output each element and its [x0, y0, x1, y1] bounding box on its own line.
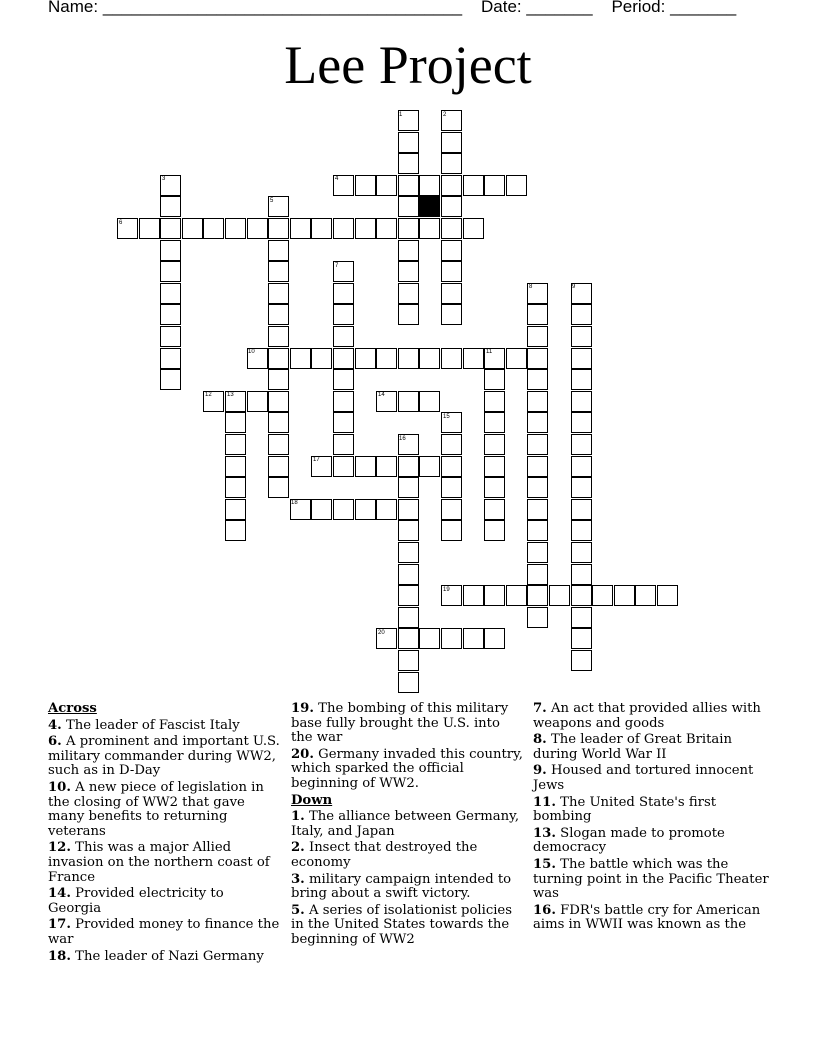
grid-cell[interactable]: [463, 585, 484, 606]
grid-cell[interactable]: [376, 175, 397, 196]
grid-cell[interactable]: [268, 412, 289, 433]
grid-cell[interactable]: [333, 391, 354, 412]
grid-cell[interactable]: [571, 456, 592, 477]
grid-cell[interactable]: [398, 499, 419, 520]
grid-cell[interactable]: [225, 499, 246, 520]
grid-cell[interactable]: [398, 283, 419, 304]
clue-number: 6: [119, 220, 123, 226]
blocked-cell: [419, 196, 440, 217]
grid-cell[interactable]: [419, 175, 440, 196]
clue-number-label: 17.: [48, 917, 71, 933]
grid-cell[interactable]: [160, 261, 181, 282]
grid-cell[interactable]: [463, 628, 484, 649]
grid-cell[interactable]: [333, 456, 354, 477]
grid-cell[interactable]: [527, 542, 548, 563]
clue-number-label: 14.: [48, 886, 71, 902]
date-label: Date:: [481, 0, 522, 16]
grid-cell[interactable]: [527, 520, 548, 541]
grid-cell[interactable]: [268, 456, 289, 477]
grid-cell[interactable]: [484, 585, 505, 606]
grid-cell[interactable]: [441, 628, 462, 649]
grid-cell[interactable]: [160, 283, 181, 304]
period-label: Period:: [611, 0, 666, 16]
clues-column-2: [291, 702, 523, 950]
grid-cell[interactable]: [268, 434, 289, 455]
grid-cell[interactable]: [333, 218, 354, 239]
grid-cell[interactable]: [333, 304, 354, 325]
grid-cell[interactable]: [225, 520, 246, 541]
clue-number: 16: [399, 436, 406, 442]
grid-cell[interactable]: [398, 132, 419, 153]
grid-cell[interactable]: [268, 391, 289, 412]
grid-cell[interactable]: [268, 283, 289, 304]
grid-cell[interactable]: [398, 520, 419, 541]
grid-cell[interactable]: [398, 477, 419, 498]
clues-column-3: [533, 702, 769, 935]
clue-number: 9: [572, 284, 576, 290]
clue-number: 18: [291, 500, 298, 506]
clue-number-label: 8.: [533, 732, 547, 748]
grid-cell[interactable]: [484, 369, 505, 390]
grid-cell[interactable]: [527, 412, 548, 433]
grid-cell[interactable]: [333, 499, 354, 520]
grid-cell[interactable]: [290, 348, 311, 369]
grid-cell[interactable]: [527, 304, 548, 325]
down-clue: [533, 858, 769, 902]
grid-cell[interactable]: [463, 218, 484, 239]
across-clue: [48, 781, 280, 839]
grid-cell[interactable]: [311, 499, 332, 520]
across-clue: [48, 841, 280, 885]
grid-cell[interactable]: [441, 283, 462, 304]
clue-number-label: 9.: [533, 763, 547, 779]
grid-cell[interactable]: [571, 542, 592, 563]
down-clue: [291, 810, 523, 839]
grid-cell[interactable]: [355, 499, 376, 520]
clue-text: An act that provided allies with weapons and goods: [533, 701, 761, 731]
clue-text: FDR's battle cry for American aims in WWII was known as the: [533, 902, 761, 933]
grid-cell[interactable]: [398, 391, 419, 412]
clue-number-label: 2.: [291, 840, 305, 856]
grid-cell[interactable]: [571, 434, 592, 455]
grid-cell[interactable]: [268, 240, 289, 261]
grid-cell[interactable]: [333, 348, 354, 369]
clue-number-label: 18.: [48, 948, 71, 964]
clue-text: Provided money to finance the war: [48, 917, 280, 947]
grid-cell[interactable]: [441, 304, 462, 325]
grid-cell[interactable]: [376, 348, 397, 369]
grid-cell[interactable]: [527, 499, 548, 520]
across-clue: [48, 950, 280, 965]
grid-cell[interactable]: [441, 477, 462, 498]
grid-cell[interactable]: [484, 175, 505, 196]
grid-cell[interactable]: [376, 499, 397, 520]
grid-cell[interactable]: [225, 218, 246, 239]
grid-cell[interactable]: [549, 585, 570, 606]
grid-cell[interactable]: [441, 240, 462, 261]
grid-cell[interactable]: [571, 348, 592, 369]
grid-cell[interactable]: [571, 391, 592, 412]
clues-column-1: [48, 702, 280, 966]
clue-number: 11: [486, 349, 493, 355]
clue-text: The alliance between Germany, Italy, and Japan: [291, 809, 520, 839]
grid-cell[interactable]: [333, 326, 354, 347]
clue-number: 20: [378, 630, 385, 636]
grid-cell[interactable]: [419, 391, 440, 412]
grid-cell[interactable]: [441, 175, 462, 196]
grid-cell[interactable]: [355, 218, 376, 239]
grid-cell[interactable]: [398, 628, 419, 649]
clue-number: 15: [443, 414, 450, 420]
grid-cell[interactable]: [571, 650, 592, 671]
grid-cell[interactable]: [441, 153, 462, 174]
clue-text: The leader of Nazi Germany: [75, 948, 264, 964]
grid-cell[interactable]: [614, 585, 635, 606]
grid-cell[interactable]: [398, 175, 419, 196]
grid-cell[interactable]: [225, 434, 246, 455]
grid-cell[interactable]: [182, 218, 203, 239]
clue-number: 3: [162, 176, 166, 182]
grid-cell[interactable]: [311, 348, 332, 369]
grid-cell[interactable]: [139, 218, 160, 239]
grid-cell[interactable]: [441, 196, 462, 217]
page-title: Lee Project: [284, 35, 532, 95]
grid-cell[interactable]: [571, 628, 592, 649]
grid-cell[interactable]: [225, 412, 246, 433]
grid-cell[interactable]: [160, 218, 181, 239]
down-clue: [533, 702, 769, 731]
grid-cell[interactable]: [441, 520, 462, 541]
grid-cell[interactable]: [484, 391, 505, 412]
grid-cell[interactable]: [355, 456, 376, 477]
down-clue: [533, 827, 769, 856]
grid-cell[interactable]: [398, 240, 419, 261]
grid-cell[interactable]: [160, 348, 181, 369]
across-clue: [291, 702, 523, 746]
grid-cell[interactable]: [527, 564, 548, 585]
grid-cell[interactable]: [398, 304, 419, 325]
grid-cell[interactable]: [441, 348, 462, 369]
grid-cell[interactable]: [268, 304, 289, 325]
clue-number: 5: [270, 198, 274, 204]
grid-cell[interactable]: [398, 153, 419, 174]
grid-cell[interactable]: [527, 456, 548, 477]
grid-cell[interactable]: [160, 369, 181, 390]
grid-cell[interactable]: [398, 261, 419, 282]
across-heading: Across: [48, 701, 97, 716]
grid-cell[interactable]: [527, 585, 548, 606]
grid-cell[interactable]: [333, 412, 354, 433]
grid-cell[interactable]: [506, 585, 527, 606]
clue-number: 1: [399, 112, 403, 118]
grid-cell[interactable]: [635, 585, 656, 606]
across-clue: [291, 748, 523, 792]
clue-number-label: 5.: [291, 902, 305, 918]
grid-cell[interactable]: [571, 564, 592, 585]
clue-number-label: 10.: [48, 779, 71, 795]
grid-cell[interactable]: [527, 434, 548, 455]
grid-cell[interactable]: [571, 499, 592, 520]
grid-cell[interactable]: [571, 369, 592, 390]
clue-text: The leader of Fascist Italy: [65, 717, 240, 733]
period-blank[interactable]: _______: [670, 0, 737, 16]
grid-cell[interactable]: [333, 369, 354, 390]
grid-cell[interactable]: [484, 477, 505, 498]
grid-cell[interactable]: [506, 348, 527, 369]
grid-cell[interactable]: [441, 261, 462, 282]
clue-text: Provided electricity to Georgia: [48, 886, 224, 916]
grid-cell[interactable]: [290, 218, 311, 239]
clue-number-label: 11.: [533, 794, 556, 810]
grid-cell[interactable]: [398, 585, 419, 606]
grid-cell[interactable]: [398, 456, 419, 477]
clue-number: 19: [443, 587, 450, 593]
clue-number-label: 6.: [48, 734, 62, 750]
grid-cell[interactable]: [268, 369, 289, 390]
grid-cell[interactable]: [571, 607, 592, 628]
grid-cell[interactable]: [441, 499, 462, 520]
clue-text: Housed and tortured innocent Jews: [533, 763, 754, 793]
grid-cell[interactable]: [484, 499, 505, 520]
grid-cell[interactable]: [419, 456, 440, 477]
clue-text: Germany invaded this country, which sparked the official beginning of WW2.: [291, 746, 523, 791]
down-clue: [533, 733, 769, 762]
grid-cell[interactable]: [527, 369, 548, 390]
grid-cell[interactable]: [398, 218, 419, 239]
clue-number: 4: [335, 176, 339, 182]
clue-text: A series of isolationist policies in the United States towards the beginning of WW2: [291, 902, 512, 947]
grid-cell[interactable]: [376, 218, 397, 239]
grid-cell[interactable]: [268, 348, 289, 369]
grid-cell[interactable]: [484, 434, 505, 455]
grid-cell[interactable]: [398, 196, 419, 217]
grid-cell[interactable]: [398, 672, 419, 693]
grid-cell[interactable]: [571, 477, 592, 498]
grid-cell[interactable]: [419, 628, 440, 649]
name-blank[interactable]: ______________________________________: [102, 0, 463, 16]
clue-number: 13: [227, 392, 234, 398]
clue-number: 10: [248, 349, 255, 355]
down-clue: [533, 764, 769, 793]
clue-number-label: 7.: [533, 701, 547, 716]
grid-cell[interactable]: [355, 348, 376, 369]
grid-cell[interactable]: [247, 391, 268, 412]
clue-number-label: 1.: [291, 809, 305, 825]
grid-cell[interactable]: [355, 175, 376, 196]
grid-cell[interactable]: [484, 628, 505, 649]
grid-cell[interactable]: [571, 585, 592, 606]
grid-cell[interactable]: [484, 520, 505, 541]
across-clue: [48, 735, 280, 779]
across-clue: [48, 918, 280, 947]
grid-cell[interactable]: [160, 326, 181, 347]
grid-cell[interactable]: [484, 412, 505, 433]
grid-cell[interactable]: [571, 326, 592, 347]
grid-cell[interactable]: [571, 412, 592, 433]
clue-number-label: 20.: [291, 746, 314, 762]
grid-cell[interactable]: [203, 218, 224, 239]
clue-text: The battle which was the turning point in the Pacific Theater was: [533, 856, 769, 902]
down-clue: [291, 904, 523, 948]
clue-text: This was a major Allied invasion on the northern coast of France: [48, 840, 270, 885]
grid-cell[interactable]: [527, 326, 548, 347]
grid-cell[interactable]: [484, 456, 505, 477]
clue-number: 7: [335, 263, 339, 269]
clue-number-label: 13.: [533, 825, 556, 841]
grid-cell[interactable]: [441, 132, 462, 153]
grid-cell[interactable]: [160, 240, 181, 261]
clue-number-label: 19.: [291, 701, 314, 716]
grid-cell[interactable]: [398, 542, 419, 563]
date-blank[interactable]: _______: [526, 0, 593, 16]
grid-cell[interactable]: [506, 175, 527, 196]
grid-cell[interactable]: [268, 261, 289, 282]
grid-cell[interactable]: [463, 348, 484, 369]
grid-cell[interactable]: [398, 650, 419, 671]
grid-cell[interactable]: [571, 304, 592, 325]
grid-cell[interactable]: [311, 218, 332, 239]
clue-text: The bombing of this military base fully brought the U.S. into the war: [291, 701, 509, 746]
clue-number: 2: [443, 112, 447, 118]
grid-cell[interactable]: [463, 175, 484, 196]
grid-cell[interactable]: [441, 434, 462, 455]
grid-cell[interactable]: [398, 564, 419, 585]
clue-text: Slogan made to promote democracy: [533, 825, 725, 856]
clue-number: 12: [205, 392, 212, 398]
grid-cell[interactable]: [441, 218, 462, 239]
grid-cell[interactable]: [527, 391, 548, 412]
grid-cell[interactable]: [268, 477, 289, 498]
grid-cell[interactable]: [333, 283, 354, 304]
grid-cell[interactable]: [441, 456, 462, 477]
grid-cell[interactable]: [247, 218, 268, 239]
clue-text: A new piece of legislation in the closing of WW2 that gave many benefits to returning veterans: [48, 779, 264, 839]
grid-cell[interactable]: [527, 607, 548, 628]
clue-number-label: 4.: [48, 717, 62, 733]
down-heading: Down: [291, 792, 333, 808]
grid-cell[interactable]: [398, 607, 419, 628]
grid-cell[interactable]: [225, 477, 246, 498]
clue-number-label: 3.: [291, 871, 305, 887]
clue-text: A prominent and important U.S. military commander during WW2, such as in D-Day: [48, 734, 280, 779]
clue-number: 17: [313, 457, 320, 463]
clue-text: Insect that destroyed the economy: [291, 840, 478, 870]
clue-number-label: 16.: [533, 902, 556, 918]
clue-number: 14: [378, 392, 385, 398]
grid-cell[interactable]: [657, 585, 678, 606]
grid-cell[interactable]: [160, 196, 181, 217]
down-clue: [533, 904, 769, 933]
clue-number: 8: [529, 284, 533, 290]
grid-cell[interactable]: [419, 218, 440, 239]
down-clue: [291, 873, 523, 902]
clue-text: military campaign intended to bring about a swift victory.: [291, 871, 512, 902]
grid-cell[interactable]: [592, 585, 613, 606]
clue-number-label: 12.: [48, 840, 71, 856]
grid-cell[interactable]: [376, 456, 397, 477]
clue-text: The United State's first bombing: [533, 794, 717, 825]
grid-cell[interactable]: [268, 326, 289, 347]
grid-cell[interactable]: [225, 456, 246, 477]
across-clue: [48, 719, 280, 734]
grid-cell[interactable]: [398, 348, 419, 369]
name-label: Name:: [48, 0, 99, 16]
clue-text: The leader of Great Britain during World War II: [533, 732, 732, 762]
grid-cell[interactable]: [419, 348, 440, 369]
grid-cell[interactable]: [268, 218, 289, 239]
grid-cell[interactable]: [333, 434, 354, 455]
grid-cell[interactable]: [527, 477, 548, 498]
grid-cell[interactable]: [160, 304, 181, 325]
grid-cell[interactable]: [571, 520, 592, 541]
across-clue: [48, 887, 280, 916]
down-clue: [533, 796, 769, 825]
clue-number-label: 15.: [533, 856, 556, 872]
grid-cell[interactable]: [527, 348, 548, 369]
down-clue: [291, 841, 523, 870]
